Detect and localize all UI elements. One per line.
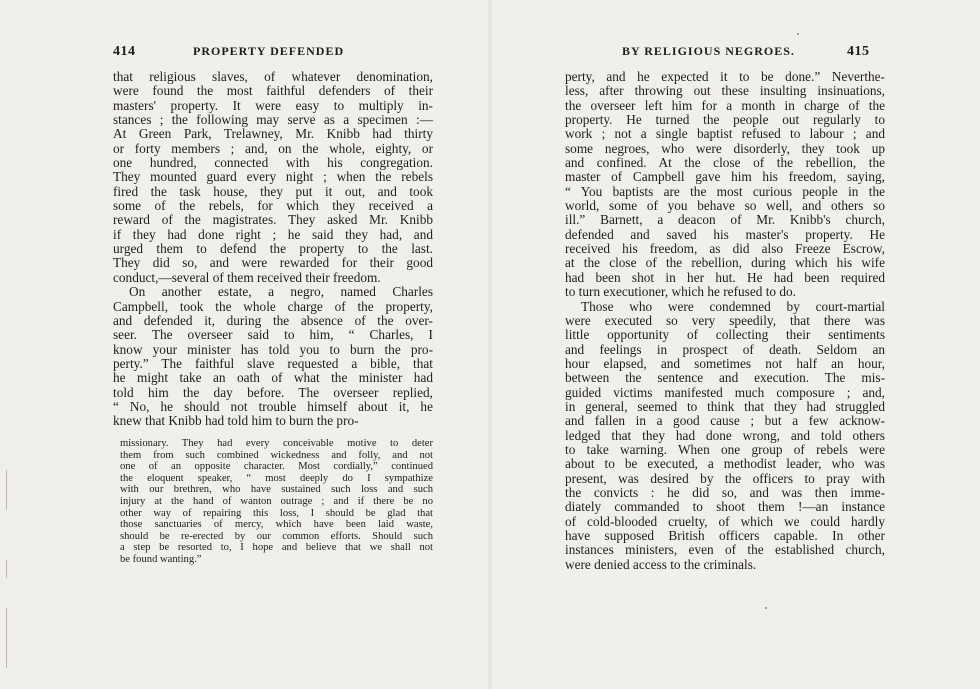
text-line: defended and saved his master's property. He: [565, 226, 885, 242]
page-number-left: 414: [113, 44, 136, 59]
text-line: conduct,—several of them received their freedom.: [113, 269, 381, 285]
text-line: property. He turned the people out regularly to: [565, 112, 885, 128]
text-line: perty, and he expected it to be done.” Neverthe-: [565, 69, 885, 84]
text-line: and fallen in a good cause ; but a few acknow-: [565, 413, 885, 429]
running-head-left: PROPERTY DEFENDED: [193, 44, 345, 58]
text-line: that religious slaves, of whatever denomination,: [113, 69, 433, 84]
speck: [797, 33, 799, 35]
text-line: seer. The overseer said to him, “ Charles, I: [113, 327, 433, 343]
text-line: “ No, he should not trouble himself about it, he: [113, 398, 433, 414]
text-line: At Green Park, Trelawney, Mr. Knibb had thirty: [113, 126, 433, 142]
footnote-line: should be re-erected by our common efforts. Should such: [120, 530, 433, 542]
text-line: one hundred, connected with his congregation.: [113, 155, 433, 171]
text-line: know your minister has told you to burn the pro-: [113, 341, 433, 357]
page-edge-mark: [6, 608, 7, 668]
footnote-line: the eloquent speaker, “ most deeply do I sympathize: [120, 472, 433, 484]
right-main-text: [565, 70, 885, 572]
text-line: “ You baptists are the most curious people in the: [565, 183, 885, 199]
footnote-line: one of an opposite character. Most cordially,” continued: [120, 461, 433, 473]
text-line: instances ministers, even of the established church,: [565, 542, 885, 558]
text-line: master of Campbell gave him his freedom, saying,: [565, 169, 885, 185]
text-line: the overseer left him for a month in charge of the: [565, 97, 885, 113]
text-line: diately commanded to shoot them !—an instance: [565, 499, 885, 515]
text-line: ill.” Barnett, a deacon of Mr. Knibb's church,: [565, 212, 885, 228]
text-line: received his freedom, as did also Freeze Escrow,: [565, 241, 885, 257]
text-line: and feelings in prospect of death. Seldom an: [565, 341, 885, 357]
text-line: or forty members ; and, on the whole, eighty, or: [113, 140, 433, 156]
text-line: were found the most faithful defenders of their: [113, 83, 433, 99]
text-line: world, some of you behave so well, and others so: [565, 198, 885, 214]
text-line: to take warning. When one group of rebels were: [565, 441, 885, 457]
text-line: Those who were condemned by court-martial: [581, 298, 885, 314]
text-line: the convicts : he did so, and was then imme-: [565, 484, 885, 500]
right-page: [490, 0, 980, 689]
footnote-line: with our brethren, who have sustained such loss and such: [120, 484, 433, 496]
text-line: if they had done right ; he said they had, and: [113, 226, 433, 242]
footnote-line: a step be resorted to, I hope and believe that we shall not: [120, 542, 433, 554]
text-line: have supposed British officers capable. In other: [565, 528, 885, 543]
text-line: to turn executioner, which he refused to do.: [565, 284, 796, 300]
text-line: and confined. At the close of the rebellion, the: [565, 155, 885, 171]
footnote-line: other way of repairing this loss, I should be glad that: [120, 507, 433, 519]
text-line: were executed so very speedily, that there was: [565, 312, 885, 328]
text-line: knew that Knibb had told him to burn the pro-: [113, 413, 359, 429]
text-line: about to be executed, a methodist leader, who was: [565, 456, 885, 472]
text-line: On another estate, a negro, named Charles: [129, 284, 433, 300]
footnote-line: missionary. They had every conceivable motive to deter: [120, 438, 433, 449]
text-line: had been shot in her hut. He had been required: [565, 269, 885, 285]
text-line: at the close of the rebellion, during which his wife: [565, 255, 885, 271]
page-edge-mark: [6, 560, 7, 578]
text-line: masters' property. It were easy to multiply in-: [113, 97, 433, 113]
text-line: hour elapsed, and sometimes not half an hour,: [565, 355, 885, 371]
text-line: stances ; the following may serve as a specimen :—: [113, 112, 433, 128]
text-line: perty.” The faithful slave requested a bible, that: [113, 355, 433, 371]
text-line: between the sentence and execution. The mis-: [565, 370, 885, 386]
text-line: reward of the magistrates. They asked Mr. Knibb: [113, 212, 433, 228]
text-line: of cold-blooded cruelty, of which we could hardly: [565, 513, 885, 529]
text-line: told him the day before. The overseer replied,: [113, 384, 433, 400]
footnote-line: injury at the hand of wanton outrage ; and if there be no: [120, 495, 433, 507]
text-line: fired the task house, they put it out, and took: [113, 183, 433, 199]
text-line: work ; not a single baptist refused to labour ; and: [565, 126, 885, 142]
text-line: They mounted guard every night ; when the rebels: [113, 169, 433, 185]
text-line: were denied access to the criminals.: [565, 556, 757, 572]
text-line: and defended it, during the absence of the over-: [113, 312, 433, 328]
page-number-right: 415: [847, 44, 870, 59]
page-edge-mark: [6, 470, 7, 510]
footnote-line: those sanctuaries of mercy, which have been laid waste,: [120, 519, 433, 531]
text-line: urged them to defend the property to the last.: [113, 241, 433, 257]
left-footnote: [120, 438, 433, 566]
left-main-text: [113, 70, 433, 429]
text-line: They did so, and were rewarded for their good: [113, 255, 433, 271]
text-line: some of the rebels, for which they received a: [113, 198, 433, 214]
text-line: guided victims manifested much composure ; and,: [565, 384, 885, 400]
text-line: less, after throwing out these insulting insinuations,: [565, 83, 885, 99]
text-line: he might take an oath of what the minister had: [113, 370, 433, 386]
speck: [765, 607, 767, 609]
footnote-line: them from such combined wickedness and folly, and not: [120, 449, 433, 461]
footnote-line: be found wanting.”: [120, 553, 202, 565]
running-head-right: BY RELIGIOUS NEGROES.: [622, 44, 795, 58]
text-line: ledged that they had done wrong, and told others: [565, 427, 885, 443]
text-line: little opportunity of collecting their sentiments: [565, 327, 885, 343]
text-line: in general, seemed to think that they had struggled: [565, 398, 885, 414]
text-line: some negroes, who were disorderly, they took up: [565, 140, 885, 156]
text-line: present, was desired by the officers to pray with: [565, 470, 885, 486]
text-line: Campbell, took the whole charge of the property,: [113, 298, 433, 314]
